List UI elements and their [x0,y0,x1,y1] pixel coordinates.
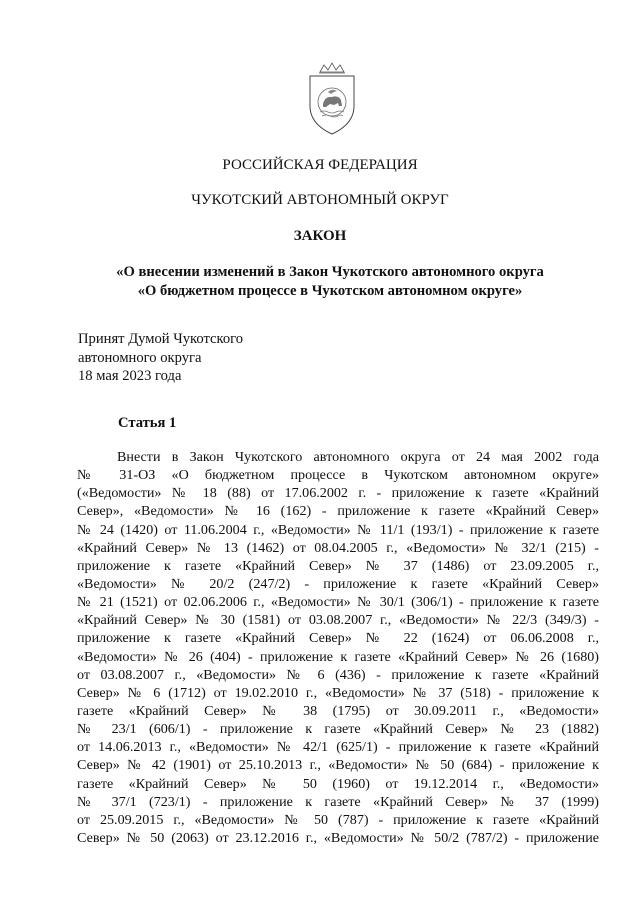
body-line: № 23/1 (606/1) - приложение к газете «Крайний Север» № 23 (1882) [77,721,599,738]
body-line: от 14.06.2013 г., «Ведомости» № 42/1 (625/1) - приложение к газете «Крайний [77,739,599,756]
adoption-block [78,330,243,386]
adoption-line-2: автономного округа [78,349,202,366]
law-title [60,263,600,301]
body-line: Север», «Ведомости» № 16 (162) - приложение к газете «Крайний Север» [77,503,599,520]
body-line: «Крайний Север» № 30 (1581) от 03.08.2007 г., «Ведомости» № 22/3 (349/3) - [77,612,599,629]
region-heading: ЧУКОТСКИЙ АВТОНОМНЫЙ ОКРУГ [191,192,449,208]
body-line: («Ведомости» № 18 (88) от 17.06.2002 г. - приложение к газете «Крайний [77,485,599,502]
adoption-date: 18 мая 2023 года [78,368,182,384]
body-line: приложение к газете «Крайний Север» № 37 (1486) от 23.09.2005 г., [77,557,599,574]
body-line: № 24 (1420) от 11.06.2004 г., «Ведомости» № 11/1 (193/1) - приложение к газете [77,521,599,538]
body-line: «Крайний Север» № 13 (1462) от 08.04.2005 г., «Ведомости» № 32/1 (215) - [77,539,599,556]
body-line: Внести в Закон Чукотского автономного округа от 24 мая 2002 года [117,449,599,465]
adoption-line-1: Принят Думой Чукотского [78,331,244,347]
country-heading: РОССИЙСКАЯ ФЕДЕРАЦИЯ [222,157,418,173]
coat-of-arms-emblem [304,62,360,137]
body-line: «Ведомости» № 20/2 (247/2) - приложение к газете «Крайний Север» [77,575,599,592]
body-line: Север» № 50 (2063) от 23.12.2016 г., «Ведомости» № 50/2 (787/2) - приложение [77,829,599,846]
body-line: № 31-ОЗ «О бюджетном процессе в Чукотском автономном округе» [77,467,599,484]
doc-type-heading: ЗАКОН [293,228,347,244]
body-line: Север» № 6 (1712) от 19.02.2010 г., «Ведомости» № 37 (518) - приложение к [77,684,599,701]
body-line: приложение к газете «Крайний Север» № 22 (1624) от 06.06.2008 г., [77,630,599,647]
body-line: № 21 (1521) от 02.06.2006 г., «Ведомости» № 30/1 (306/1) - приложение к газете [77,594,599,611]
body-line: от 25.09.2015 г., «Ведомости» № 50 (787) - приложение к газете «Крайний [77,811,599,828]
body-line: газете «Крайний Север» № 50 (1960) от 19.12.2014 г., «Ведомости» [77,775,599,792]
article-title: Статья 1 [118,415,177,431]
body-line: газете «Крайний Север» № 38 (1795) от 30.09.2011 г., «Ведомости» [77,702,599,719]
law-title-line-1: «О внесении изменений в Закон Чукотского автономного округа [116,264,544,280]
body-line: № 37/1 (723/1) - приложение к газете «Крайний Север» № 37 (1999) [77,793,599,810]
law-title-line-2: «О бюджетном процессе в Чукотском автономном округе» [137,283,523,299]
article-body [77,448,599,847]
body-line: от 03.08.2007 г., «Ведомости» № 6 (436) - приложение к газете «Крайний [77,666,599,683]
body-line: «Ведомости» № 26 (404) - приложение к газете «Крайний Север» № 26 (1680) [77,648,599,665]
body-line: Север» № 42 (1901) от 25.10.2013 г., «Ведомости» № 50 (684) - приложение к [77,757,599,774]
